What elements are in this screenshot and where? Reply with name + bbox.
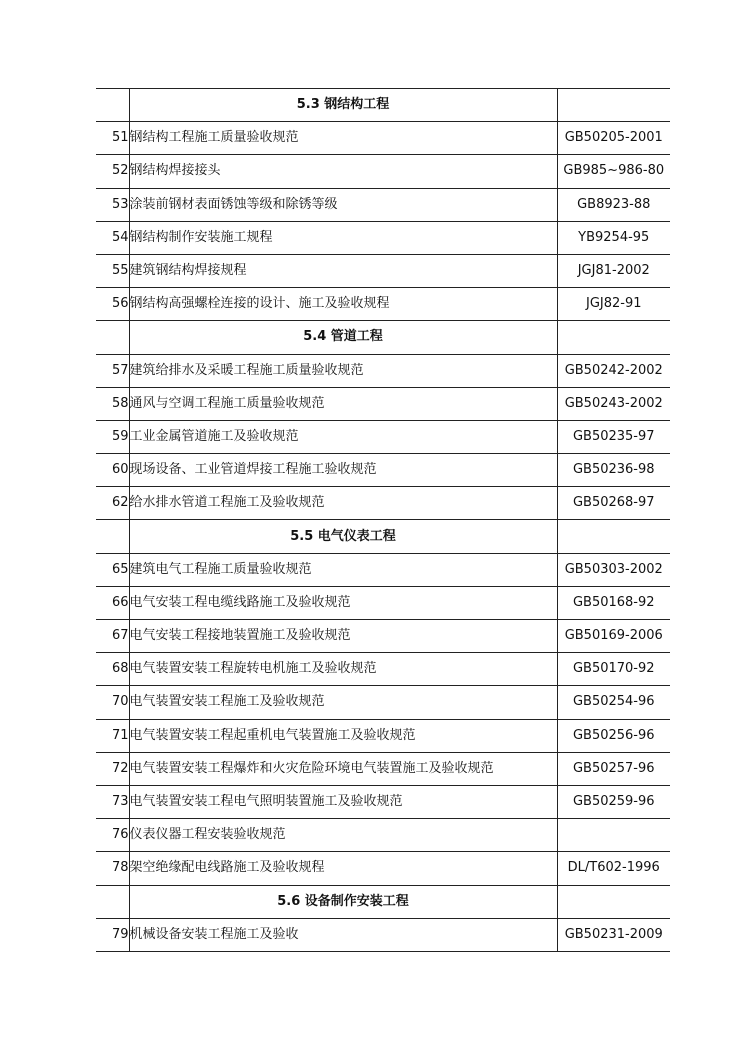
- standard-code: [557, 819, 670, 852]
- table-row: [96, 221, 670, 254]
- row-number: 67: [96, 620, 129, 653]
- row-number: 65: [96, 553, 129, 586]
- section-code-cell-empty: [557, 520, 670, 553]
- standard-code: GB50257-96: [557, 752, 670, 785]
- table-row: [96, 852, 670, 885]
- table-row: [96, 354, 670, 387]
- row-number: 76: [96, 819, 129, 852]
- table-row: [96, 155, 670, 188]
- table-row: [96, 586, 670, 619]
- standard-code: GB50170-92: [557, 653, 670, 686]
- standard-name: 电气装置安装工程电气照明装置施工及验收规范: [129, 785, 557, 818]
- standard-code: GB985~986-80: [557, 155, 670, 188]
- row-number: 73: [96, 785, 129, 818]
- standard-name: 电气装置安装工程爆炸和火灾危险环境电气装置施工及验收规范: [129, 752, 557, 785]
- standard-name: 电气装置安装工程旋转电机施工及验收规范: [129, 653, 557, 686]
- section-header-row: [96, 520, 670, 553]
- table-row: [96, 686, 670, 719]
- table-row: [96, 420, 670, 453]
- standard-code: GB50303-2002: [557, 553, 670, 586]
- standard-name: 钢结构工程施工质量验收规范: [129, 122, 557, 155]
- table-row: [96, 785, 670, 818]
- standard-name: 现场设备、工业管道焊接工程施工验收规范: [129, 454, 557, 487]
- row-number: 54: [96, 221, 129, 254]
- standard-name: 工业金属管道施工及验收规范: [129, 420, 557, 453]
- table-row: [96, 188, 670, 221]
- table-row: [96, 620, 670, 653]
- standard-name: 建筑钢结构焊接规程: [129, 254, 557, 287]
- row-number: 72: [96, 752, 129, 785]
- row-number: 51: [96, 122, 129, 155]
- standard-code: GB50268-97: [557, 487, 670, 520]
- standard-code: GB50231-2009: [557, 918, 670, 951]
- standard-name: 机械设备安装工程施工及验收: [129, 918, 557, 951]
- table-row: [96, 288, 670, 321]
- section-number-cell-empty: [96, 520, 129, 553]
- section-heading: 5.3 钢结构工程: [129, 89, 557, 122]
- section-header-row: [96, 321, 670, 354]
- standard-code: GB50254-96: [557, 686, 670, 719]
- section-heading: 5.5 电气仪表工程: [129, 520, 557, 553]
- standard-name: 电气装置安装工程起重机电气装置施工及验收规范: [129, 719, 557, 752]
- standard-name: 钢结构焊接接头: [129, 155, 557, 188]
- table-row: [96, 918, 670, 951]
- standard-code: YB9254-95: [557, 221, 670, 254]
- standard-name: 建筑给排水及采暖工程施工质量验收规范: [129, 354, 557, 387]
- row-number: 79: [96, 918, 129, 951]
- standards-table: [96, 88, 670, 952]
- table-row: [96, 653, 670, 686]
- table-row: [96, 254, 670, 287]
- section-code-cell-empty: [557, 89, 670, 122]
- section-heading: 5.6 设备制作安装工程: [129, 885, 557, 918]
- standard-code: DL/T602-1996: [557, 852, 670, 885]
- row-number: 68: [96, 653, 129, 686]
- table-row: [96, 487, 670, 520]
- row-number: 71: [96, 719, 129, 752]
- standard-name: 涂装前钢材表面锈蚀等级和除锈等级: [129, 188, 557, 221]
- standard-code: JGJ82-91: [557, 288, 670, 321]
- standard-code: GB50169-2006: [557, 620, 670, 653]
- row-number: 53: [96, 188, 129, 221]
- table-row: [96, 752, 670, 785]
- row-number: 66: [96, 586, 129, 619]
- table-row: [96, 719, 670, 752]
- row-number: 58: [96, 387, 129, 420]
- table-row: [96, 819, 670, 852]
- standard-code: GB50168-92: [557, 586, 670, 619]
- table-row: [96, 122, 670, 155]
- standard-name: 仪表仪器工程安装验收规范: [129, 819, 557, 852]
- standard-name: 钢结构制作安装施工规程: [129, 221, 557, 254]
- table-row: [96, 553, 670, 586]
- standard-name: 电气装置安装工程施工及验收规范: [129, 686, 557, 719]
- section-number-cell-empty: [96, 321, 129, 354]
- section-heading: 5.4 管道工程: [129, 321, 557, 354]
- row-number: 52: [96, 155, 129, 188]
- row-number: 57: [96, 354, 129, 387]
- standard-code: GB50242-2002: [557, 354, 670, 387]
- row-number: 59: [96, 420, 129, 453]
- standard-code: GB8923-88: [557, 188, 670, 221]
- standard-name: 建筑电气工程施工质量验收规范: [129, 553, 557, 586]
- standards-table-body: [96, 89, 670, 952]
- standard-name: 电气安装工程电缆线路施工及验收规范: [129, 586, 557, 619]
- standard-name: 给水排水管道工程施工及验收规范: [129, 487, 557, 520]
- row-number: 70: [96, 686, 129, 719]
- row-number: 60: [96, 454, 129, 487]
- standard-name: 钢结构高强螺栓连接的设计、施工及验收规程: [129, 288, 557, 321]
- standard-code: GB50256-96: [557, 719, 670, 752]
- standard-code: GB50243-2002: [557, 387, 670, 420]
- section-code-cell-empty: [557, 321, 670, 354]
- row-number: 56: [96, 288, 129, 321]
- standard-code: GB50259-96: [557, 785, 670, 818]
- standard-code: GB50235-97: [557, 420, 670, 453]
- section-number-cell-empty: [96, 885, 129, 918]
- table-row: [96, 454, 670, 487]
- standard-code: JGJ81-2002: [557, 254, 670, 287]
- standard-code: GB50205-2001: [557, 122, 670, 155]
- section-code-cell-empty: [557, 885, 670, 918]
- section-number-cell-empty: [96, 89, 129, 122]
- standard-name: 通风与空调工程施工质量验收规范: [129, 387, 557, 420]
- section-header-row: [96, 885, 670, 918]
- standard-code: GB50236-98: [557, 454, 670, 487]
- standard-name: 架空绝缘配电线路施工及验收规程: [129, 852, 557, 885]
- standard-name: 电气安装工程接地装置施工及验收规范: [129, 620, 557, 653]
- row-number: 55: [96, 254, 129, 287]
- table-row: [96, 387, 670, 420]
- section-header-row: [96, 89, 670, 122]
- row-number: 62: [96, 487, 129, 520]
- row-number: 78: [96, 852, 129, 885]
